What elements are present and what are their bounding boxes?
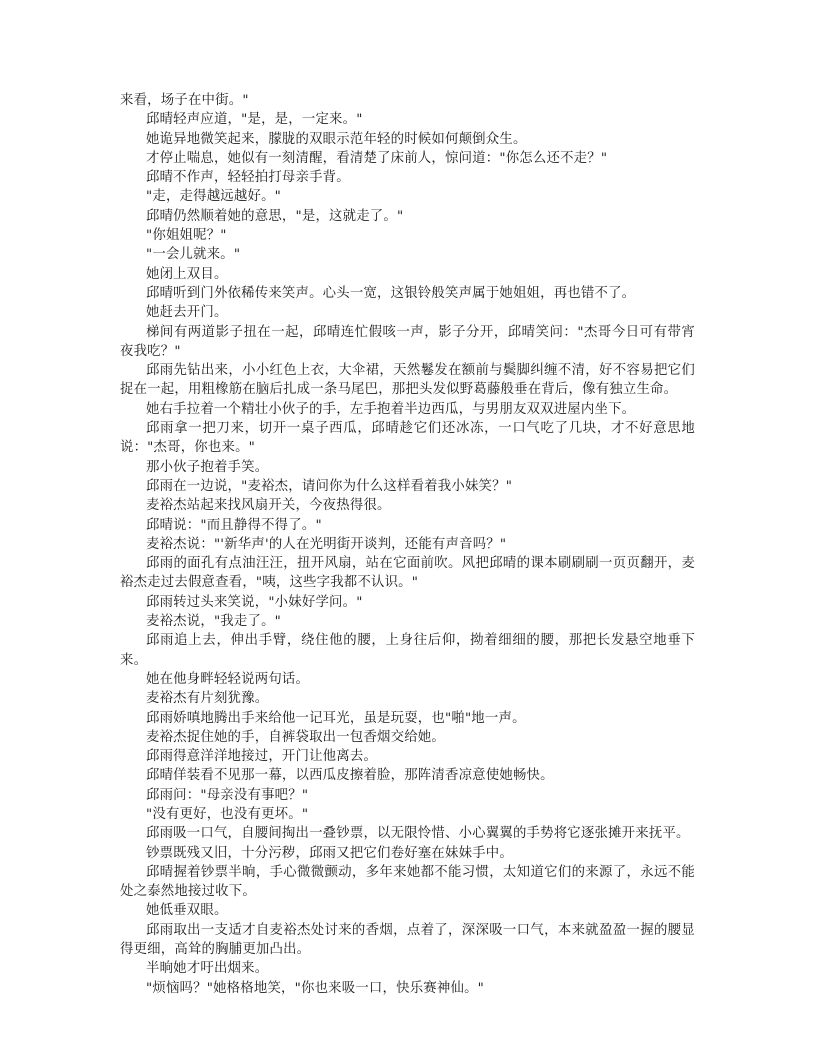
paragraph: 邱雨得意洋洋地接过，开门让他离去。 [146,749,378,765]
paragraph: 那小伙子抱着手笑。 [146,459,269,475]
paragraph: "烦恼吗？"她格格地笑，"你也来吸一口，快乐赛神仙。" [146,980,485,996]
paragraph: 邱晴轻声应道，"是，是，一定来。" [146,112,363,128]
paragraph: "你姐姐呢？" [146,228,227,244]
paragraph: 邱雨问："母亲没有事吧？" [146,787,309,803]
paragraph: 梯间有两道影子扭在一起，邱晴连忙假咳一声，影子分开，邱晴笑问："杰哥今日可有带宵夜我吃？" [120,324,695,359]
paragraph: 邱雨取出一支适才自麦裕杰处讨来的香烟，点着了，深深吸一口气，本来就盈盈一握的腰显得更细，高耸的胸脯更加凸出。 [120,922,695,958]
paragraph: 麦裕杰有片刻犹豫。 [146,691,269,707]
paragraph: 邱雨在一边说，"麦裕杰，请问你为什么这样看着我小妹笑？" [146,478,513,494]
paragraph: 她右手拉着一个精壮小伙子的手，左手抱着半边西瓜，与男朋友双双进屋内坐下。 [146,401,636,417]
paragraph: 邱雨的面孔有点油汪汪，扭开风扇，站在它面前吹。风把邱晴的课本刷刷刷一页页翻开，麦裕杰走过去假意查看，"咦，这些字我都不认识。" [120,556,695,591]
paragraph: 邱雨追上去，伸出手臂，绕住他的腰，上身往后仰，拗着细细的腰，那把长发悬空地垂下来。 [120,633,695,668]
paragraph: 邱雨转过头来笑说，"小妹好学问。" [146,594,363,610]
paragraph: 来看，场子在中街。" [120,93,249,108]
paragraph: 她诡异地微笑起来，朦胧的双眼示范年轻的时候如何颠倒众生。 [146,131,527,147]
paragraph: 邱雨娇嗔地腾出手来给他一记耳光，虽是玩耍，也"啪"地一声。 [146,710,526,726]
paragraph: 邱晴仍然顺着她的意思，"是，这就走了。" [146,208,404,224]
paragraph: 麦裕杰站起来找风扇开关，今夜热得很。 [146,498,391,514]
paragraph: 邱雨吸一口气，自腰间掏出一叠钞票，以无限怜惜、小心翼翼的手势将它逐张摊开来抚平。 [146,826,690,842]
paragraph: 半晌她才吁出烟来。 [146,961,269,977]
paragraph: 邱晴不作声，轻轻拍打母亲手背。 [146,170,350,186]
paragraph: 邱晴说："而且静得不得了。" [146,517,322,533]
body-text [120,91,695,998]
paragraph: 麦裕杰捉住她的手，自裤袋取出一包香烟交给她。 [146,729,445,745]
paragraph: 邱晴佯装看不见那一幕，以西瓜皮擦着脸，那阵清香凉意使她畅快。 [146,768,554,784]
paragraph: "没有更好，也没有更坏。" [146,806,309,822]
paragraph: 邱雨先钻出来，小小红色上衣，大伞裙，天然鬈发在额前与鬓脚纠缠不清，好不容易把它们捉在一起，用粗橡筋在脑后扎成一条马尾巴，那把头发似野葛藤般垂在背后，像有独立生命。 [120,363,695,398]
paragraph: "一会儿就来。" [146,247,241,263]
paragraph: 麦裕杰说："'新华声'的人在光明街开谈判，还能有声音吗？" [146,536,507,552]
paragraph: 邱晴听到门外依稀传来笑声。心头一宽，这银铃般笑声属于她姐姐，再也错不了。 [146,285,636,301]
paragraph: 钞票既残又旧，十分污秽，邱雨又把它们卷好塞在妹妹手中。 [146,845,513,861]
paragraph: 邱雨拿一把刀来，切开一桌子西瓜，邱晴趁它们还冰冻，一口气吃了几块，才不好意思地说："杰哥，你也来。" [120,421,695,456]
paragraph: 她赶去开门。 [146,305,228,321]
paragraph: 她闭上双目。 [146,266,228,282]
paragraph: 她在他身畔轻轻说两句话。 [146,671,310,687]
paragraph: 邱晴握着钞票半晌，手心微微颤动，多年来她都不能习惯，太知道它们的来源了，永远不能处之泰然地接过收下。 [120,864,695,900]
paragraph: 她低垂双眼。 [146,903,228,919]
paragraph: 才停止喘息，她似有一刻清醒，看清楚了床前人，惊问道："你怎么还不走？" [146,150,608,166]
paragraph: "走，走得越远越好。" [146,189,282,205]
paragraph: 麦裕杰说，"我走了。" [146,614,282,630]
